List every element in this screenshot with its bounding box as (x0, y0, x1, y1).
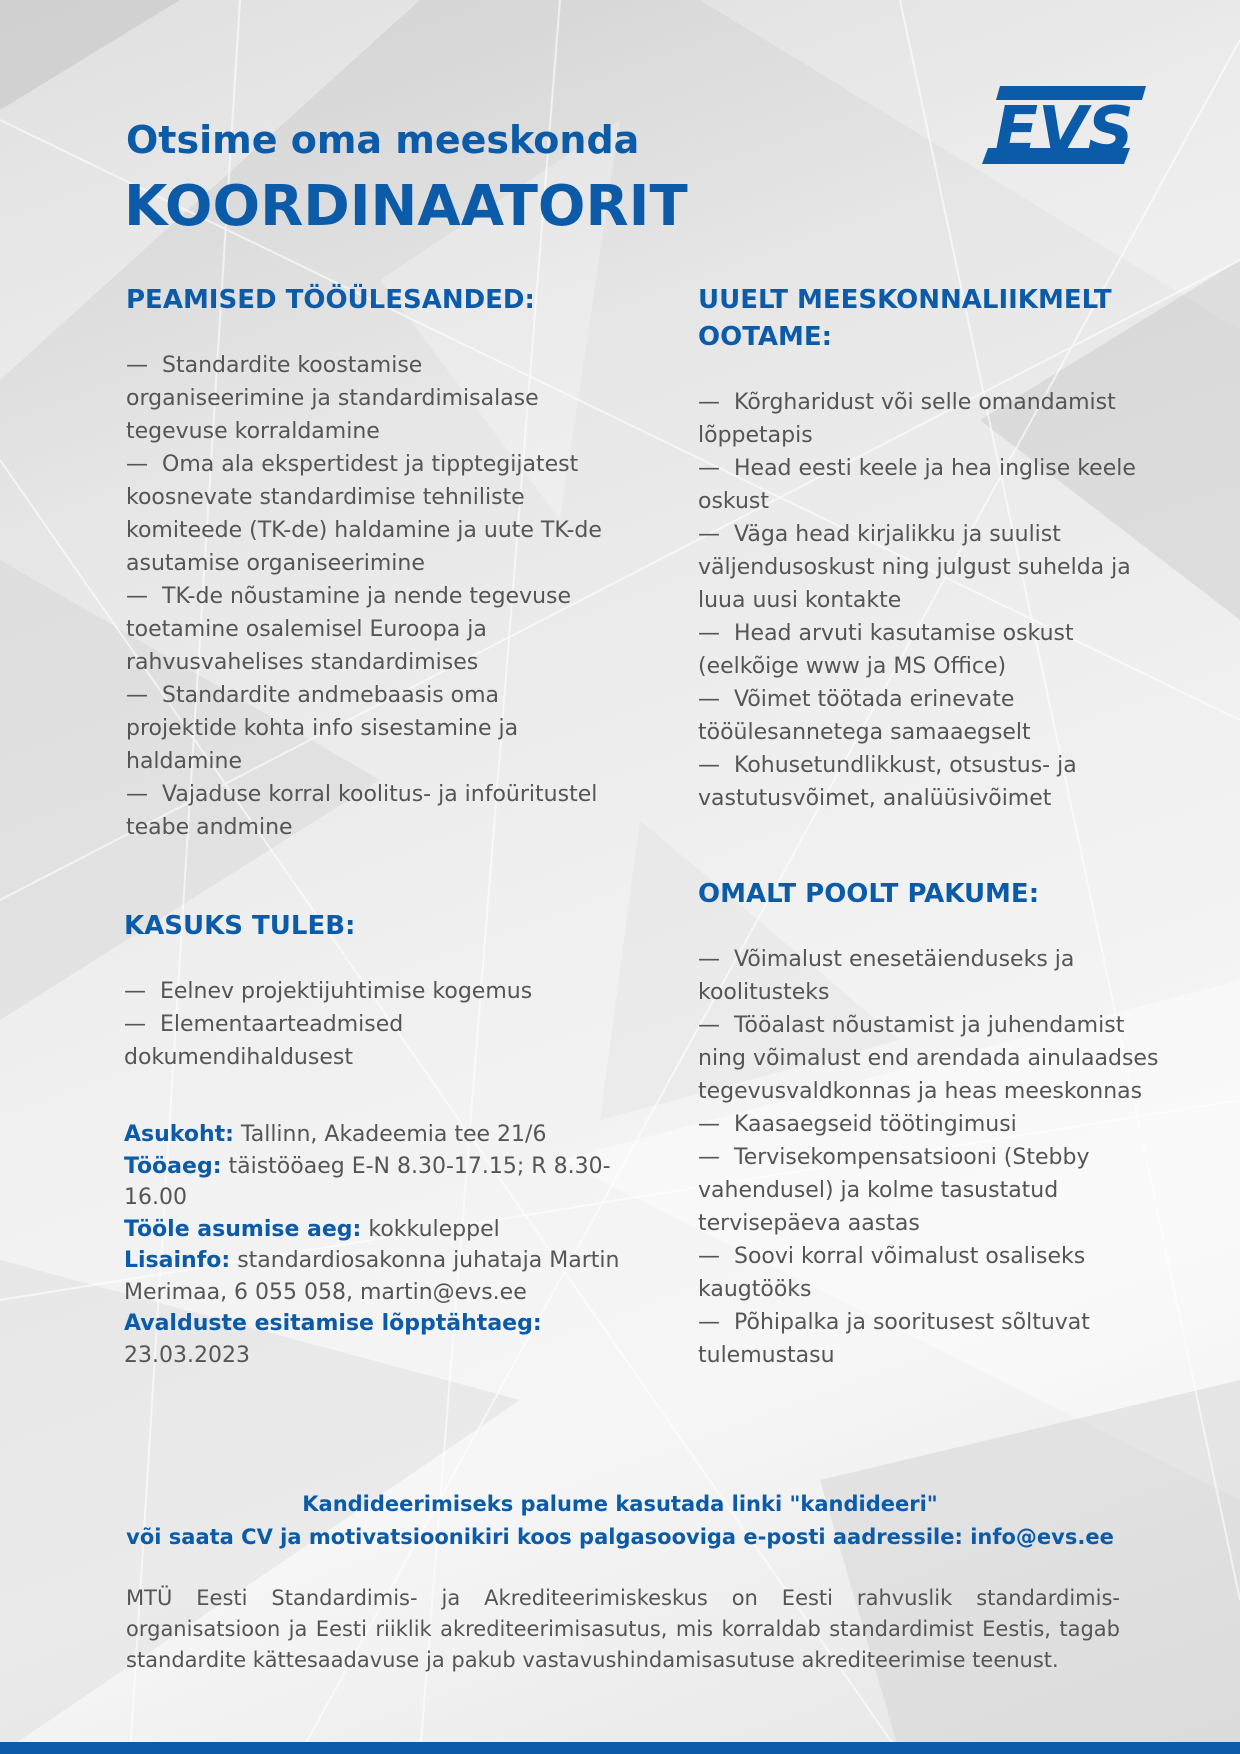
offers-heading: OMALT POOLT PAKUME: (698, 879, 1040, 909)
detail-label: Lisainfo: (124, 1248, 231, 1273)
apply-line-2: või saata CV ja motivatsioonikiri koos palgasooviga e-posti aadressile: info@evs.ee (126, 1525, 1114, 1549)
list-item: — Elementaarteadmised dokumendihaldusest (124, 1008, 604, 1074)
apply-line-1: Kandideerimiseks palume kasutada linki "kandideeri" (302, 1492, 938, 1516)
evs-logo (980, 80, 1146, 168)
detail-working-hours (124, 1151, 654, 1214)
list-item: — Kaasaegseid töötingimusi (698, 1108, 1168, 1141)
list-item: — Eelnev projektijuhtimise kogemus (124, 975, 604, 1008)
list-item: — Head eesti keele ja hea inglise keele oskust (698, 452, 1168, 518)
apply-instructions (80, 1488, 1160, 1554)
job-details (124, 1119, 654, 1371)
detail-value: täistööaeg E-N 8.30-17.15; R 8.30-16.00 (124, 1153, 611, 1210)
page-title: KOORDINAATORIT (124, 174, 688, 239)
list-item: — Oma ala ekspertidest ja tipptegijatest koosnevate standardimise tehniliste komiteede (TK-de) haldamine ja uute TK-de asutamise organiseerimine (126, 448, 606, 580)
detail-start-date (124, 1214, 654, 1246)
requirements-section (698, 282, 1168, 815)
detail-label: Avalduste esitamise lõpptähtaeg: (124, 1311, 542, 1336)
advantages-section (124, 908, 604, 1074)
detail-deadline (124, 1308, 654, 1371)
list-item: — Kõrgharidust või selle omandamist lõppetapis (698, 386, 1168, 452)
requirements-list (698, 386, 1168, 815)
requirements-heading: UUELT MEESKONNALIIKMELT OOTAME: (698, 285, 1112, 352)
duties-heading: PEAMISED TÖÖÜLESANDED: (126, 285, 535, 315)
list-item: — Kohusetundlikkust, otsustus- ja vastutusvõimet, analüüsivõimet (698, 749, 1168, 815)
duties-section (126, 282, 606, 844)
list-item: — Head arvuti kasutamise oskust (eelkõige www ja MS Office) (698, 617, 1168, 683)
detail-value: 23.03.2023 (124, 1342, 250, 1368)
list-item: — Väga head kirjalikku ja suulist väljendusoskust ning julgust suhelda ja luua uusi kontakte (698, 518, 1168, 617)
offers-list (698, 943, 1168, 1372)
list-item: — Võimet töötada erinevate tööülesannetega samaaegselt (698, 683, 1168, 749)
offers-section (698, 876, 1168, 1372)
logo-text: EVS (994, 94, 1134, 168)
list-item: — Põhipalka ja sooritusest sõltuvat tulemustasu (698, 1306, 1168, 1372)
list-item: — Võimalust enesetäienduseks ja koolitusteks (698, 943, 1168, 1009)
page-subtitle: Otsime oma meeskonda (126, 118, 640, 162)
detail-value: kokkuleppel (368, 1216, 500, 1242)
duties-list (126, 349, 606, 844)
organization-description: MTÜ Eesti Standardimis- ja Akrediteerimiskeskus on Eesti rahvuslik standardimis-organisatsioon ja Eesti riiklik akrediteerimisasutus, mis korraldab standardimist Eestis, tagab standardite kättesaadavuse ja pakub vastavushindamisasutuse akrediteerimise teenust. (126, 1586, 1120, 1672)
list-item: — Vajaduse korral koolitus- ja infoüritustel teabe andmine (126, 778, 606, 844)
detail-label: Tööaeg: (124, 1153, 222, 1179)
detail-value: standardiosakonna juhataja Martin Merimaa, 6 055 058, martin@evs.ee (124, 1248, 620, 1305)
detail-label: Asukoht: (124, 1122, 234, 1147)
advantages-list (124, 975, 604, 1074)
list-item: — TK-de nõustamine ja nende tegevuse toetamine osalemisel Euroopa ja rahvusvahelises standardimises (126, 580, 606, 679)
bottom-bar (0, 1742, 1240, 1754)
detail-label: Tööle asumise aeg: (124, 1216, 362, 1242)
list-item: — Tervisekompensatsiooni (Stebby vahendusel) ja kolme tasustatud tervisepäeva aastas (698, 1141, 1168, 1240)
advantages-heading: KASUKS TULEB: (124, 911, 356, 941)
detail-location (124, 1119, 654, 1151)
detail-contact (124, 1245, 654, 1308)
list-item: — Soovi korral võimalust osaliseks kaugtööks (698, 1240, 1168, 1306)
list-item: — Tööalast nõustamist ja juhendamist ning võimalust end arendada ainulaadses tegevusvaldkonnas ja heas meeskonnas (698, 1009, 1168, 1108)
list-item: — Standardite koostamise organiseerimine ja standardimisalase tegevuse korraldamine (126, 349, 606, 448)
detail-value: Tallinn, Akadeemia tee 21/6 (240, 1122, 547, 1147)
list-item: — Standardite andmebaasis oma projektide kohta info sisestamine ja haldamine (126, 679, 606, 778)
